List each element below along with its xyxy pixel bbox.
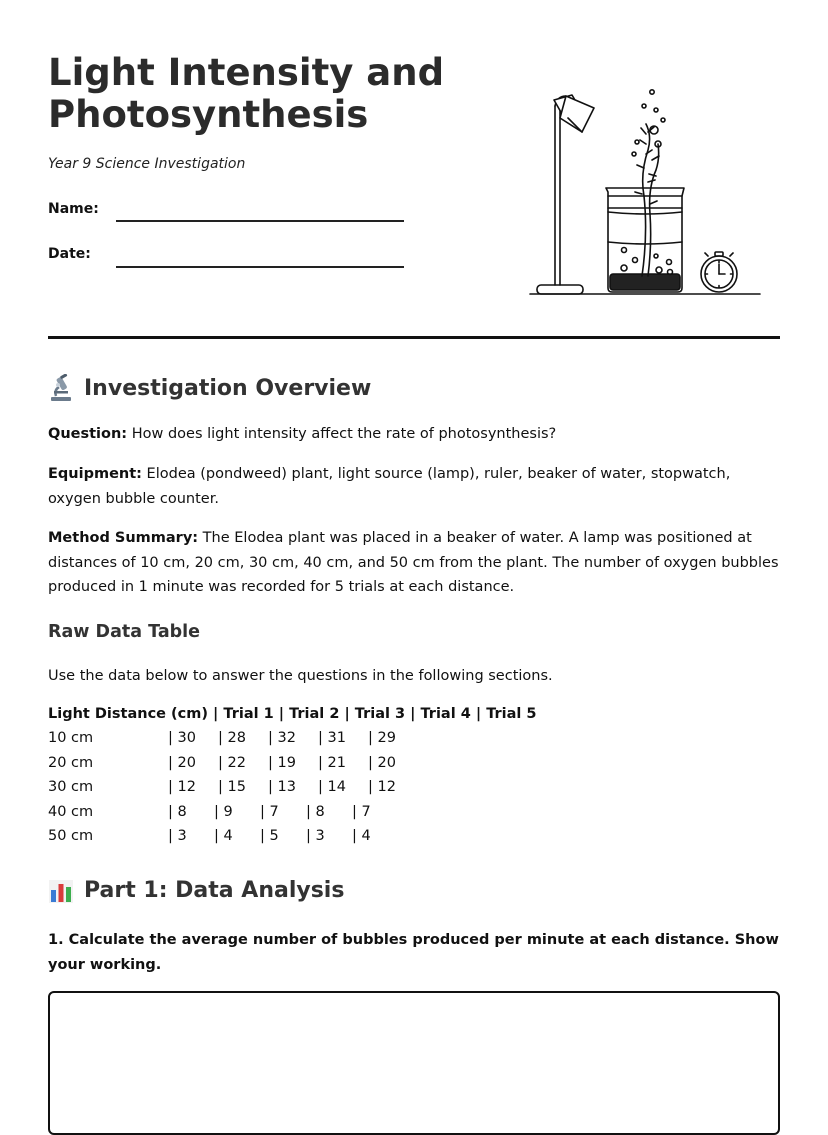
method-paragraph [48,526,783,600]
raw-data-heading: Raw Data Table [48,622,201,642]
distance-cell: 40 cm [48,804,94,820]
trial-cell: | 20 [168,755,196,771]
stopwatch-icon [701,252,737,292]
page-title: Light Intensity and Photosynthesis [48,51,445,136]
date-label: Date: [48,246,91,262]
question-paragraph [48,422,783,447]
distance-cell: 30 cm [48,779,94,795]
equipment-text: Elodea (pondweed) plant, light source (lamp), ruler, beaker of water, stopwatch, oxygen bubble counter. [48,466,731,507]
date-field[interactable] [116,266,404,268]
distance-cell: 20 cm [48,755,94,771]
equipment-label: Equipment: [48,466,142,482]
trial-cell: | 28 [218,730,246,746]
distance-cell: 50 cm [48,828,94,844]
trial-cell: | 5 [260,828,279,844]
method-label: Method Summary: [48,530,199,546]
trial-cell: | 32 [268,730,296,746]
section-divider [48,336,780,339]
table-row [48,779,548,803]
experiment-illustration [524,84,768,304]
table-header: Light Distance (cm) | Trial 1 | Trial 2 | Trial 3 | Trial 4 | Trial 5 [48,706,537,722]
trial-cell: | 7 [352,804,371,820]
trial-cell: | 14 [318,779,346,795]
trial-cell: | 7 [260,804,279,820]
distance-cell: 10 cm [48,730,94,746]
trial-cell: | 9 [214,804,233,820]
table-row [48,804,548,828]
trial-cell: | 13 [268,779,296,795]
trial-cell: | 4 [214,828,233,844]
trial-cell: | 15 [218,779,246,795]
trial-cell: | 31 [318,730,346,746]
trial-cell: | 12 [168,779,196,795]
equipment-paragraph [48,462,783,511]
trial-cell: | 29 [368,730,396,746]
trial-cell: | 22 [218,755,246,771]
trial-cell: | 3 [168,828,187,844]
method-text: The Elodea plant was placed in a beaker of water. A lamp was positioned at distances of 10 cm, 20 cm, 30 cm, 40 cm, and 50 cm from the plant. The number of oxygen bubbles produced in 1 minute was recorded for 5 trials at each distance. [48,530,779,595]
page-subtitle: Year 9 Science Investigation [48,156,246,172]
raw-data-intro: Use the data below to answer the questions in the following sections. [48,668,553,684]
trial-cell: | 30 [168,730,196,746]
table-row [48,755,548,779]
question-1: 1. Calculate the average number of bubbles produced per minute at each distance. Show your working. [48,932,779,973]
trial-cell: | 20 [368,755,396,771]
trial-cell: | 19 [268,755,296,771]
answer-box-1[interactable] [48,991,780,1135]
table-row [48,828,548,852]
name-field[interactable] [116,220,404,222]
microscope-icon [48,374,74,402]
trial-cell: | 3 [306,828,325,844]
overview-heading-text: Investigation Overview [84,375,372,401]
trial-cell: | 21 [318,755,346,771]
lamp-icon [537,95,594,294]
question-label: Question: [48,426,128,442]
trial-cell: | 8 [306,804,325,820]
bar-chart-icon [48,876,74,904]
part1-heading-text: Part 1: Data Analysis [84,877,345,903]
overview-heading [48,374,371,402]
question-text: How does light intensity affect the rate of photosynthesis? [127,426,557,442]
name-label: Name: [48,201,99,217]
table-row [48,730,548,754]
trial-cell: | 4 [352,828,371,844]
trial-cell: | 12 [368,779,396,795]
part1-heading [48,876,344,904]
trial-cell: | 8 [168,804,187,820]
